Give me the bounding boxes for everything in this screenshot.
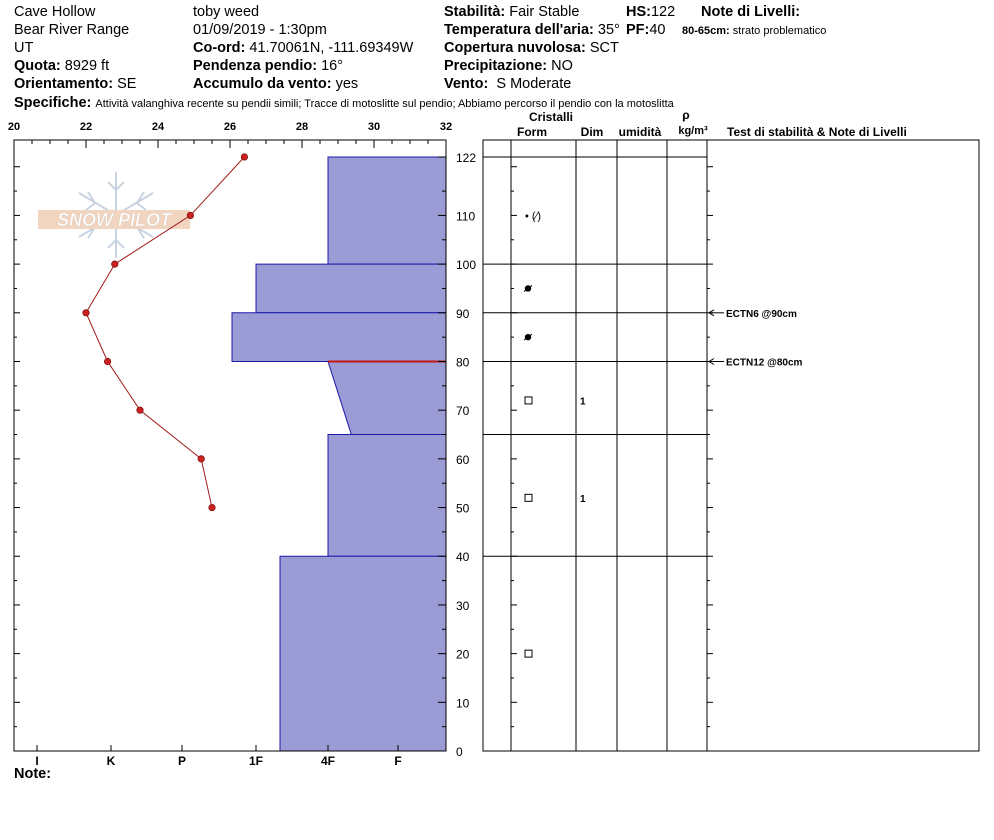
- wind-loading-label: Accumulo da vento:: [193, 76, 332, 92]
- grain-size-4: 1: [580, 493, 586, 505]
- hardness-tick-label-2: P: [177, 754, 187, 768]
- datetime: 01/09/2019 - 1:30pm: [193, 22, 327, 38]
- observer: toby weed: [193, 4, 260, 20]
- hardness-tick-label-1: K: [106, 754, 116, 768]
- state: UT: [14, 40, 34, 56]
- specifics-text: Attività valanghiva recente su pendii simili; Tracce di motoslitte sul pendio; Abbiamo percorso il pendio con la motoslitta: [95, 98, 674, 110]
- wind-loading-value: yes: [335, 76, 359, 92]
- aspect-label: Orientamento:: [14, 76, 114, 92]
- header-umidita: umidità: [618, 125, 662, 139]
- stability-label: Stabilità:: [444, 4, 506, 20]
- precip-value: NO: [551, 58, 573, 74]
- pf-value: 40: [649, 22, 666, 38]
- header-rho: ρ: [682, 108, 690, 122]
- temperature-point-0: [241, 154, 247, 160]
- range: Bear River Range: [14, 22, 130, 38]
- layer-note-range: 80-65cm:: [682, 25, 730, 37]
- temp-tick-label-6: 32: [439, 121, 453, 133]
- specifics-label: Specifiche:: [14, 95, 92, 111]
- height-tick-label-11: 110: [456, 209, 476, 224]
- height-tick-label-8: 80: [456, 355, 470, 370]
- temperature-point-1: [187, 212, 193, 218]
- wind-label: Vento:: [444, 76, 489, 92]
- coord-value: 41.70061N, -111.69349W: [249, 40, 414, 56]
- cloud-value: SCT: [589, 40, 619, 56]
- hs-value: 122: [650, 4, 676, 20]
- slope-label: Pendenza pendio:: [193, 58, 318, 74]
- grain-square-icon-4: [525, 494, 532, 501]
- temperature-point-4: [104, 358, 110, 364]
- air-temp-value: 35°: [597, 22, 620, 38]
- logo-text: SNOW PILOT: [57, 210, 171, 230]
- header-tests: Test di stabilità & Note di Livelli: [727, 125, 907, 139]
- temperature-point-5: [137, 407, 143, 413]
- hardness-tick-label-5: F: [394, 754, 402, 768]
- temp-tick-label-0: 20: [7, 121, 21, 133]
- table-frame: [483, 140, 979, 751]
- pf-label: PF:: [626, 22, 650, 38]
- location: Cave Hollow: [14, 4, 96, 20]
- precip-label: Precipitazione:: [444, 58, 548, 74]
- aspect-value: SE: [117, 76, 137, 92]
- height-tick-label-5: 50: [456, 501, 470, 516]
- hardness-tick-label-0: I: [35, 754, 39, 768]
- temperature-point-6: [198, 456, 204, 462]
- wind-value: S Moderate: [496, 76, 572, 92]
- temperature-point-3: [83, 310, 89, 316]
- height-tick-label-10: 100: [456, 258, 477, 273]
- height-tick-label-4: 40: [456, 550, 470, 565]
- layer-notes-title-text: Note di Livelli:: [701, 4, 801, 20]
- height-tick-label-3: 30: [456, 598, 470, 613]
- snowpilot-logo: [38, 172, 190, 258]
- header-form: Form: [517, 125, 547, 139]
- hardness-tick-label-3: 1F: [248, 754, 264, 768]
- height-tick-label-6: 60: [456, 452, 470, 467]
- stability-test-label-0: ECTN6 @90cm: [726, 308, 797, 320]
- height-tick-label-7: 70: [456, 404, 470, 419]
- hardness-layer-2: [232, 313, 446, 362]
- cloud-label: Copertura nuvolosa:: [444, 40, 586, 56]
- hs-label: HS:: [626, 4, 651, 20]
- height-tick-label-2: 20: [456, 647, 470, 662]
- height-tick-label-1: 10: [456, 696, 470, 711]
- elevation-value: 8929 ft: [64, 58, 110, 74]
- grain-square-icon-3: [525, 397, 532, 404]
- height-tick-label-0: 0: [456, 745, 463, 759]
- stability-value: Fair Stable: [509, 4, 580, 20]
- height-tick-label-9: 90: [456, 306, 470, 321]
- grain-square-icon-5: [525, 650, 532, 657]
- temperature-point-7: [209, 504, 215, 510]
- hardness-layer-0: [328, 157, 446, 264]
- stability-test-label-1: ECTN12 @80cm: [726, 357, 803, 369]
- layer-note-text: strato problematico: [732, 25, 827, 37]
- temp-tick-label-4: 28: [295, 121, 309, 133]
- hardness-layer-5: [280, 556, 446, 751]
- temp-tick-label-1: 22: [79, 121, 93, 133]
- height-tick-label-12: 122: [456, 151, 477, 165]
- temp-tick-label-3: 26: [223, 121, 237, 133]
- temperature-point-2: [112, 261, 118, 267]
- grain-size-3: 1: [580, 396, 586, 408]
- notes-label: Note:: [14, 766, 52, 782]
- header-cristalli: Cristalli: [528, 110, 574, 124]
- air-temp-label: Temperatura dell'aria:: [444, 22, 594, 38]
- slope-value: 16°: [321, 58, 344, 74]
- temp-tick-label-5: 30: [367, 121, 381, 133]
- header-dim: Dim: [580, 125, 604, 139]
- elevation-label: Quota:: [14, 58, 61, 74]
- grain-symbol-0: • (⁄): [525, 210, 542, 223]
- coord-label: Co-ord:: [193, 40, 246, 56]
- hardness-layer-3: [328, 361, 446, 434]
- header-density-unit: kg/m³: [678, 125, 708, 137]
- temp-tick-label-2: 24: [151, 121, 165, 133]
- hardness-layer-1: [256, 264, 446, 313]
- hardness-tick-label-4: 4F: [320, 754, 336, 768]
- hardness-layer-4: [328, 435, 446, 557]
